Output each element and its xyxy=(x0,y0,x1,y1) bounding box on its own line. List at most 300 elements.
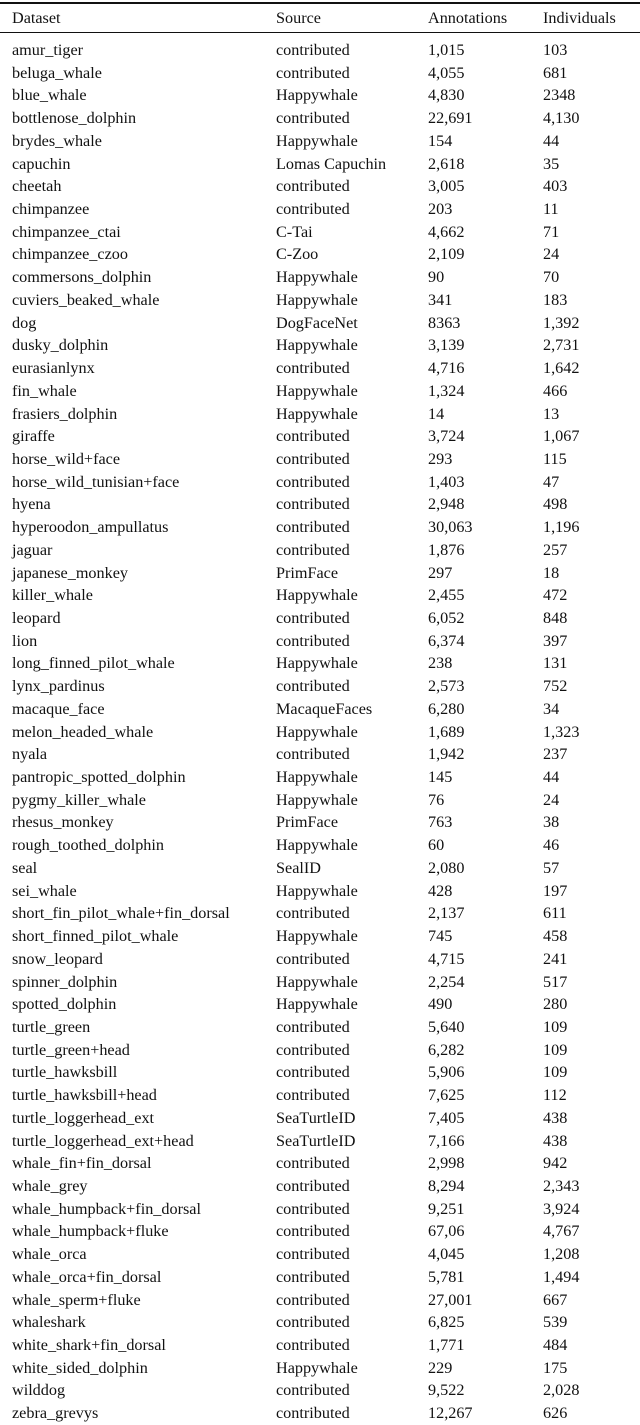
cell-annotations: 2,080 xyxy=(428,858,465,877)
cell-dataset: commersons_dolphin xyxy=(12,268,152,287)
table-row xyxy=(0,471,640,493)
cell-dataset: rough_toothed_dolphin xyxy=(12,836,164,855)
table-row xyxy=(0,153,640,175)
cell-source: contributed xyxy=(276,472,350,491)
table-row xyxy=(0,130,640,152)
cell-dataset: whale_orca+fin_dorsal xyxy=(12,1267,162,1286)
cell-annotations: 22,691 xyxy=(428,109,473,128)
cell-annotations: 5,906 xyxy=(428,1063,465,1082)
header-annotations: Annotations xyxy=(428,9,508,27)
cell-source: PrimFace xyxy=(276,563,339,582)
cell-source: Happywhale xyxy=(276,881,358,900)
cell-dataset: short_fin_pilot_whale+fin_dorsal xyxy=(12,904,230,923)
cell-annotations: 4,715 xyxy=(428,949,465,968)
cell-dataset: spinner_dolphin xyxy=(12,972,118,991)
cell-source: contributed xyxy=(276,63,350,82)
table-row xyxy=(0,107,640,129)
cell-dataset: nyala xyxy=(12,745,48,764)
cell-source: contributed xyxy=(276,449,350,468)
cell-dataset: chimpanzee_ctai xyxy=(12,222,121,241)
cell-individuals: 44 xyxy=(543,131,560,150)
cell-dataset: whale_sperm+fluke xyxy=(12,1290,141,1309)
cell-dataset: frasiers_dolphin xyxy=(12,404,118,423)
cell-dataset: white_sided_dolphin xyxy=(12,1358,148,1377)
cell-source: Happywhale xyxy=(276,404,358,423)
cell-annotations: 6,280 xyxy=(428,699,465,718)
cell-dataset: zebra_grevys xyxy=(12,1404,99,1423)
cell-annotations: 3,005 xyxy=(428,177,465,196)
cell-annotations: 1,876 xyxy=(428,540,465,559)
cell-annotations: 1,403 xyxy=(428,472,465,491)
cell-dataset: melon_headed_whale xyxy=(12,722,154,741)
table-row xyxy=(0,766,640,788)
table-row xyxy=(0,539,640,561)
cell-individuals: 498 xyxy=(543,495,568,514)
table-row xyxy=(0,243,640,265)
cell-dataset: cheetah xyxy=(12,177,62,196)
cell-individuals: 257 xyxy=(543,540,568,559)
cell-individuals: 1,642 xyxy=(543,359,580,378)
table-row xyxy=(0,425,640,447)
cell-annotations: 7,166 xyxy=(428,1131,465,1150)
cell-annotations: 2,254 xyxy=(428,972,465,991)
cell-source: SeaTurtleID xyxy=(276,1131,356,1150)
table-row xyxy=(0,789,640,811)
cell-dataset: whale_humpback+fluke xyxy=(12,1222,169,1241)
cell-source: contributed xyxy=(276,427,350,446)
cell-source: Happywhale xyxy=(276,972,358,991)
cell-source: contributed xyxy=(276,1177,350,1195)
cell-individuals: 35 xyxy=(543,154,560,173)
cell-dataset: sei_whale xyxy=(12,881,77,900)
cell-individuals: 46 xyxy=(543,836,560,855)
cell-dataset: eurasianlynx xyxy=(12,359,95,378)
cell-annotations: 7,625 xyxy=(428,1086,465,1105)
table-row xyxy=(0,698,640,720)
cell-individuals: 458 xyxy=(543,927,568,946)
cell-dataset: fin_whale xyxy=(12,381,77,400)
cell-annotations: 5,781 xyxy=(428,1267,465,1286)
cell-individuals: 237 xyxy=(543,745,568,764)
cell-dataset: turtle_hawksbill+head xyxy=(12,1086,157,1105)
table-row xyxy=(0,652,640,674)
table-row xyxy=(0,993,640,1015)
cell-dataset: white_shark+fin_dorsal xyxy=(12,1336,166,1355)
cell-individuals: 848 xyxy=(543,609,568,627)
cell-annotations: 90 xyxy=(428,268,445,287)
table-row xyxy=(0,562,640,584)
cell-source: MacaqueFaces xyxy=(276,699,373,718)
cell-dataset: lynx_pardinus xyxy=(12,677,105,696)
cell-dataset: short_finned_pilot_whale xyxy=(12,927,179,946)
cell-individuals: 109 xyxy=(543,1063,568,1082)
cell-individuals: 47 xyxy=(543,472,560,491)
table-row xyxy=(0,1402,640,1424)
cell-individuals: 109 xyxy=(543,1040,568,1059)
cell-individuals: 484 xyxy=(543,1336,568,1355)
cell-annotations: 9,251 xyxy=(428,1199,465,1218)
cell-dataset: horse_wild+face xyxy=(12,449,121,468)
cell-annotations: 6,282 xyxy=(428,1040,465,1059)
cell-individuals: 175 xyxy=(543,1358,568,1377)
cell-annotations: 238 xyxy=(428,654,453,673)
cell-individuals: 241 xyxy=(543,949,568,968)
table-row xyxy=(0,84,640,106)
cell-annotations: 745 xyxy=(428,927,453,946)
cell-individuals: 109 xyxy=(543,1017,568,1036)
cell-individuals: 13 xyxy=(543,404,560,423)
cell-individuals: 1,494 xyxy=(543,1267,580,1286)
cell-individuals: 2,343 xyxy=(543,1177,580,1195)
cell-individuals: 103 xyxy=(543,41,568,59)
cell-annotations: 27,001 xyxy=(428,1290,473,1309)
cell-dataset: hyena xyxy=(12,495,51,514)
cell-source: contributed xyxy=(276,1199,350,1218)
table-row xyxy=(0,266,640,288)
cell-annotations: 76 xyxy=(428,790,445,809)
cell-individuals: 38 xyxy=(543,813,560,832)
cell-annotations: 1,942 xyxy=(428,745,465,764)
table-header-row xyxy=(0,7,640,29)
cell-individuals: 466 xyxy=(543,381,568,400)
cell-dataset: whaleshark xyxy=(12,1313,86,1332)
cell-annotations: 9,522 xyxy=(428,1381,465,1400)
table-row xyxy=(0,1107,640,1129)
table-row xyxy=(0,1311,640,1333)
cell-dataset: turtle_loggerhead_ext+head xyxy=(12,1131,194,1150)
cell-source: contributed xyxy=(276,677,350,696)
cell-annotations: 297 xyxy=(428,563,453,582)
header-source: Source xyxy=(276,9,321,27)
header-individuals: Individuals xyxy=(543,9,616,27)
cell-dataset: amur_tiger xyxy=(12,41,84,59)
table-row xyxy=(0,1039,640,1061)
table-row xyxy=(0,1061,640,1083)
cell-dataset: spotted_dolphin xyxy=(12,995,117,1014)
cell-source: contributed xyxy=(276,1063,350,1082)
cell-annotations: 1,324 xyxy=(428,381,465,400)
cell-individuals: 539 xyxy=(543,1313,568,1332)
cell-source: contributed xyxy=(276,41,350,59)
cell-source: Happywhale xyxy=(276,336,358,355)
cell-individuals: 18 xyxy=(543,563,560,582)
cell-source: contributed xyxy=(276,609,350,627)
table-row xyxy=(0,1175,640,1197)
cell-dataset: whale_grey xyxy=(12,1177,88,1195)
cell-annotations: 6,825 xyxy=(428,1313,465,1332)
cell-dataset: snow_leopard xyxy=(12,949,103,968)
top-rule xyxy=(0,2,640,4)
cell-individuals: 517 xyxy=(543,972,568,991)
cell-individuals: 44 xyxy=(543,768,560,787)
cell-individuals: 667 xyxy=(543,1290,568,1309)
cell-dataset: chimpanzee_czoo xyxy=(12,245,128,264)
cell-individuals: 1,392 xyxy=(543,313,580,332)
cell-individuals: 438 xyxy=(543,1131,568,1150)
cell-source: Happywhale xyxy=(276,790,358,809)
cell-source: contributed xyxy=(276,1222,350,1241)
cell-source: SealID xyxy=(276,858,321,877)
cell-source: Happywhale xyxy=(276,722,358,741)
table-row xyxy=(0,403,640,425)
table-row xyxy=(0,1130,640,1152)
cell-dataset: long_finned_pilot_whale xyxy=(12,654,175,673)
cell-dataset: pantropic_spotted_dolphin xyxy=(12,768,186,787)
cell-dataset: wilddog xyxy=(12,1381,66,1400)
cell-annotations: 2,455 xyxy=(428,586,465,605)
cell-annotations: 2,573 xyxy=(428,677,465,696)
table-row xyxy=(0,289,640,311)
header-rule xyxy=(0,32,640,33)
cell-source: contributed xyxy=(276,495,350,514)
cell-source: contributed xyxy=(276,540,350,559)
table-row xyxy=(0,198,640,220)
cell-annotations: 341 xyxy=(428,290,453,309)
table-row xyxy=(0,380,640,402)
table-row xyxy=(0,357,640,379)
cell-source: contributed xyxy=(276,1245,350,1264)
cell-individuals: 70 xyxy=(543,268,560,287)
cell-annotations: 12,267 xyxy=(428,1404,473,1423)
cell-individuals: 57 xyxy=(543,858,560,877)
cell-source: contributed xyxy=(276,200,350,219)
cell-annotations: 2,948 xyxy=(428,495,465,514)
cell-dataset: pygmy_killer_whale xyxy=(12,790,146,809)
cell-individuals: 115 xyxy=(543,449,567,468)
cell-dataset: rhesus_monkey xyxy=(12,813,114,832)
cell-source: contributed xyxy=(276,904,350,923)
cell-source: Happywhale xyxy=(276,290,358,309)
table-row xyxy=(0,39,640,61)
cell-annotations: 4,055 xyxy=(428,63,465,82)
cell-annotations: 6,052 xyxy=(428,609,465,627)
table-row xyxy=(0,925,640,947)
cell-individuals: 3,924 xyxy=(543,1199,580,1218)
table-row xyxy=(0,948,640,970)
cell-individuals: 11 xyxy=(543,200,559,219)
cell-individuals: 681 xyxy=(543,63,568,82)
cell-annotations: 7,405 xyxy=(428,1108,465,1127)
cell-annotations: 1,015 xyxy=(428,41,465,59)
table-row xyxy=(0,1266,640,1288)
table-row xyxy=(0,312,640,334)
cell-source: Happywhale xyxy=(276,654,358,673)
cell-dataset: capuchin xyxy=(12,154,71,173)
cell-dataset: whale_humpback+fin_dorsal xyxy=(12,1199,201,1218)
cell-individuals: 438 xyxy=(543,1108,568,1127)
table-row xyxy=(0,221,640,243)
cell-source: contributed xyxy=(276,1154,350,1173)
cell-dataset: giraffe xyxy=(12,427,55,446)
cell-source: Happywhale xyxy=(276,995,358,1014)
cell-source: Happywhale xyxy=(276,836,358,855)
table-row xyxy=(0,1289,640,1311)
table-row xyxy=(0,1243,640,1265)
table-row xyxy=(0,1016,640,1038)
cell-annotations: 1,771 xyxy=(428,1336,465,1355)
table-row xyxy=(0,448,640,470)
cell-individuals: 1,196 xyxy=(543,518,580,537)
cell-source: Happywhale xyxy=(276,86,358,105)
table-row xyxy=(0,902,640,924)
cell-dataset: hyperoodon_ampullatus xyxy=(12,518,169,537)
cell-annotations: 5,640 xyxy=(428,1017,465,1036)
cell-annotations: 203 xyxy=(428,200,453,219)
table-row xyxy=(0,1152,640,1174)
cell-source: contributed xyxy=(276,109,350,128)
cell-annotations: 145 xyxy=(428,768,453,787)
cell-annotations: 30,063 xyxy=(428,518,473,537)
cell-individuals: 24 xyxy=(543,790,560,809)
cell-annotations: 60 xyxy=(428,836,445,855)
cell-source: contributed xyxy=(276,518,350,537)
cell-source: Happywhale xyxy=(276,268,358,287)
cell-dataset: leopard xyxy=(12,609,61,627)
cell-source: contributed xyxy=(276,1336,350,1355)
cell-annotations: 6,374 xyxy=(428,631,465,650)
cell-source: contributed xyxy=(276,1040,350,1059)
cell-individuals: 626 xyxy=(543,1404,568,1423)
cell-individuals: 4,130 xyxy=(543,109,580,128)
table-row xyxy=(0,1379,640,1401)
cell-dataset: killer_whale xyxy=(12,586,93,605)
cell-source: Happywhale xyxy=(276,927,358,946)
cell-dataset: turtle_green+head xyxy=(12,1040,130,1059)
cell-dataset: turtle_loggerhead_ext xyxy=(12,1108,155,1127)
cell-individuals: 2,028 xyxy=(543,1381,580,1400)
cell-individuals: 34 xyxy=(543,699,560,718)
cell-individuals: 472 xyxy=(543,586,568,605)
cell-source: Happywhale xyxy=(276,586,358,605)
cell-individuals: 1,323 xyxy=(543,722,580,741)
cell-source: contributed xyxy=(276,1017,350,1036)
cell-individuals: 4,767 xyxy=(543,1222,580,1241)
cell-source: contributed xyxy=(276,1404,350,1423)
cell-dataset: turtle_green xyxy=(12,1017,91,1036)
cell-source: DogFaceNet xyxy=(276,313,358,332)
table-row xyxy=(0,1357,640,1379)
cell-annotations: 8,294 xyxy=(428,1177,465,1195)
cell-dataset: dusky_dolphin xyxy=(12,336,109,355)
table-row xyxy=(0,175,640,197)
cell-dataset: cuviers_beaked_whale xyxy=(12,290,160,309)
table-row xyxy=(0,493,640,515)
cell-individuals: 112 xyxy=(543,1086,567,1105)
cell-source: Happywhale xyxy=(276,768,358,787)
cell-dataset: whale_orca xyxy=(12,1245,87,1264)
cell-source: Happywhale xyxy=(276,1358,358,1377)
cell-dataset: beluga_whale xyxy=(12,63,102,82)
cell-individuals: 1,208 xyxy=(543,1245,580,1264)
cell-source: SeaTurtleID xyxy=(276,1108,356,1127)
cell-annotations: 2,137 xyxy=(428,904,465,923)
table-row xyxy=(0,971,640,993)
cell-source: C-Tai xyxy=(276,222,313,241)
cell-individuals: 611 xyxy=(543,904,567,923)
cell-individuals: 183 xyxy=(543,290,568,309)
header-dataset: Dataset xyxy=(12,9,61,27)
cell-source: contributed xyxy=(276,359,350,378)
cell-individuals: 752 xyxy=(543,677,568,696)
cell-dataset: chimpanzee xyxy=(12,200,90,219)
cell-annotations: 4,662 xyxy=(428,222,465,241)
cell-annotations: 1,689 xyxy=(428,722,465,741)
table-row xyxy=(0,675,640,697)
cell-annotations: 763 xyxy=(428,813,453,832)
table-row xyxy=(0,584,640,606)
cell-dataset: brydes_whale xyxy=(12,131,102,150)
cell-annotations: 428 xyxy=(428,881,453,900)
cell-individuals: 403 xyxy=(543,177,568,196)
table-row xyxy=(0,1334,640,1356)
cell-source: contributed xyxy=(276,949,350,968)
cell-individuals: 71 xyxy=(543,222,560,241)
cell-source: contributed xyxy=(276,1086,350,1105)
cell-individuals: 1,067 xyxy=(543,427,580,446)
cell-annotations: 4,830 xyxy=(428,86,465,105)
table-row xyxy=(0,62,640,84)
cell-annotations: 4,045 xyxy=(428,1245,465,1264)
cell-annotations: 229 xyxy=(428,1358,453,1377)
cell-source: PrimFace xyxy=(276,813,339,832)
cell-dataset: macaque_face xyxy=(12,699,105,718)
table-row xyxy=(0,857,640,879)
table-row xyxy=(0,743,640,765)
table-row xyxy=(0,630,640,652)
cell-source: Lomas Capuchin xyxy=(276,154,387,173)
table-row xyxy=(0,880,640,902)
cell-annotations: 2,109 xyxy=(428,245,465,264)
table-row xyxy=(0,834,640,856)
cell-source: contributed xyxy=(276,177,350,196)
cell-annotations: 8363 xyxy=(428,313,461,332)
cell-individuals: 397 xyxy=(543,631,568,650)
cell-annotations: 293 xyxy=(428,449,453,468)
cell-annotations: 3,724 xyxy=(428,427,465,446)
cell-annotations: 154 xyxy=(428,131,453,150)
cell-source: contributed xyxy=(276,631,350,650)
cell-dataset: horse_wild_tunisian+face xyxy=(12,472,180,491)
cell-individuals: 2,731 xyxy=(543,336,580,355)
cell-annotations: 2,618 xyxy=(428,154,465,173)
table-row xyxy=(0,516,640,538)
cell-individuals: 131 xyxy=(543,654,568,673)
cell-source: Happywhale xyxy=(276,381,358,400)
cell-dataset: lion xyxy=(12,631,38,650)
cell-source: C-Zoo xyxy=(276,245,319,264)
cell-annotations: 490 xyxy=(428,995,453,1014)
cell-individuals: 942 xyxy=(543,1154,568,1173)
table-row xyxy=(0,334,640,356)
cell-individuals: 24 xyxy=(543,245,560,264)
cell-source: Happywhale xyxy=(276,131,358,150)
cell-annotations: 2,998 xyxy=(428,1154,465,1173)
cell-annotations: 67,06 xyxy=(428,1222,465,1241)
cell-source: contributed xyxy=(276,1381,350,1400)
cell-annotations: 14 xyxy=(428,404,445,423)
cell-source: contributed xyxy=(276,745,350,764)
cell-source: contributed xyxy=(276,1267,350,1286)
table-row xyxy=(0,1220,640,1242)
cell-dataset: blue_whale xyxy=(12,86,87,105)
table-row xyxy=(0,721,640,743)
cell-dataset: bottlenose_dolphin xyxy=(12,109,137,128)
cell-individuals: 2348 xyxy=(543,86,576,105)
cell-dataset: whale_fin+fin_dorsal xyxy=(12,1154,152,1173)
table-row xyxy=(0,811,640,833)
cell-individuals: 280 xyxy=(543,995,568,1014)
cell-source: contributed xyxy=(276,1313,350,1332)
